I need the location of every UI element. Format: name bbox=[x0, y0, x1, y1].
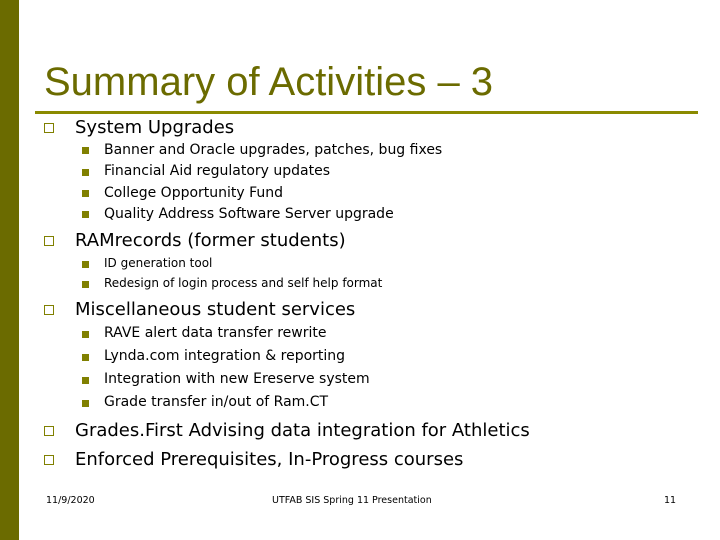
filled-square-icon bbox=[82, 190, 89, 197]
sub-list-item: Financial Aid regulatory updates bbox=[104, 163, 331, 179]
sub-list-item: ID generation tool bbox=[104, 256, 213, 270]
filled-square-icon bbox=[82, 211, 89, 218]
list-item: System Upgrades bbox=[75, 117, 235, 138]
hollow-square-icon bbox=[44, 123, 54, 133]
filled-square-icon bbox=[82, 377, 89, 384]
filled-square-icon bbox=[82, 400, 89, 407]
sub-list-item: Integration with new Ereserve system bbox=[104, 371, 370, 387]
list-item: Miscellaneous student services bbox=[75, 299, 356, 320]
hollow-square-icon bbox=[44, 236, 54, 246]
sub-list-item: Lynda.com integration & reporting bbox=[104, 348, 346, 364]
hollow-square-icon bbox=[44, 426, 54, 436]
hollow-square-icon bbox=[44, 305, 54, 315]
sub-list-item: Banner and Oracle upgrades, patches, bug fixes bbox=[104, 142, 443, 158]
list-item: Grades.First Advising data integration for Athletics bbox=[75, 420, 530, 441]
filled-square-icon bbox=[82, 261, 89, 268]
filled-square-icon bbox=[82, 281, 89, 288]
filled-square-icon bbox=[82, 331, 89, 338]
hollow-square-icon bbox=[44, 455, 54, 465]
list-item: RAMrecords (former students) bbox=[75, 230, 346, 251]
list-item: Enforced Prerequisites, In-Progress courses bbox=[75, 449, 464, 470]
sub-list-item: RAVE alert data transfer rewrite bbox=[104, 325, 327, 341]
sub-list-item: College Opportunity Fund bbox=[104, 185, 284, 201]
filled-square-icon bbox=[82, 354, 89, 361]
filled-square-icon bbox=[82, 169, 89, 176]
page-number: 11 bbox=[664, 495, 677, 506]
sub-list-item: Quality Address Software Server upgrade bbox=[104, 206, 394, 222]
footer-title: UTFAB SIS Spring 11 Presentation bbox=[272, 495, 432, 506]
footer-date: 11/9/2020 bbox=[46, 495, 95, 506]
sub-list-item: Redesign of login process and self help format bbox=[104, 276, 383, 290]
sub-list-item: Grade transfer in/out of Ram.CT bbox=[104, 394, 329, 410]
slide-title: Summary of Activities – 3 bbox=[44, 60, 494, 104]
filled-square-icon bbox=[82, 147, 89, 154]
